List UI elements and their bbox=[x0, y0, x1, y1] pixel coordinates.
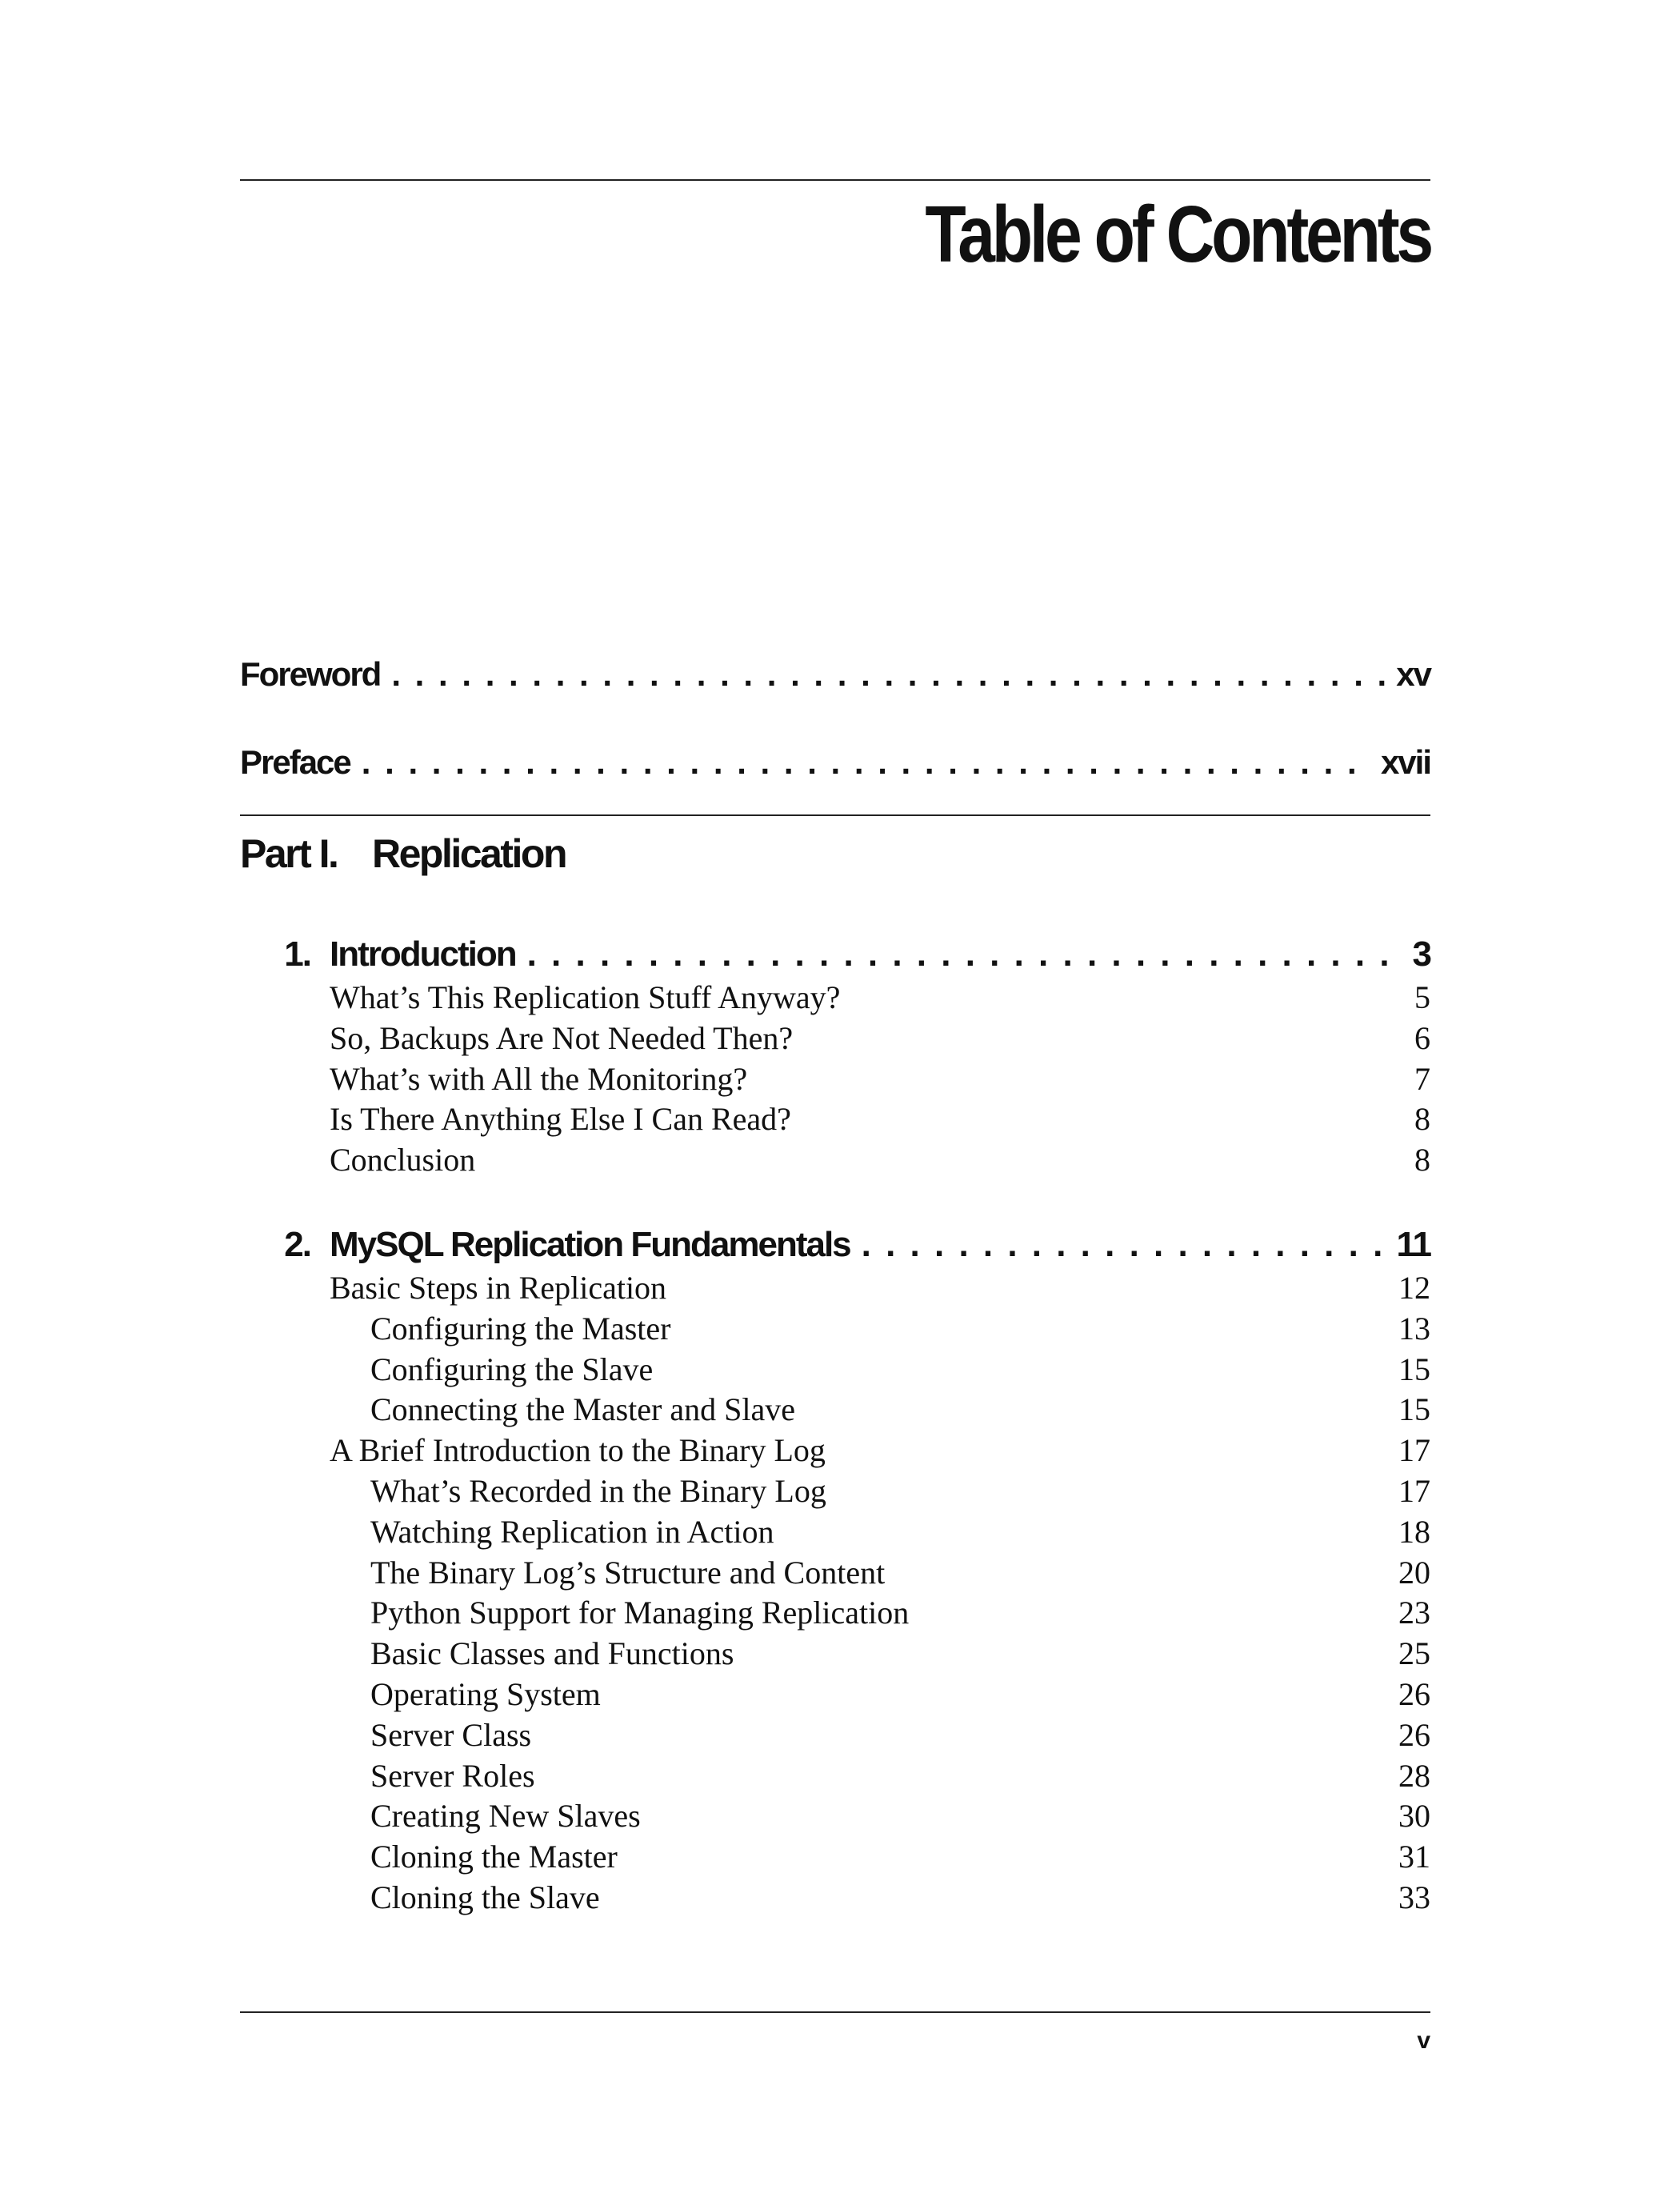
chapter-page: 3 bbox=[1412, 934, 1430, 974]
toc-section[interactable] bbox=[240, 978, 1430, 1018]
section-page: 17 bbox=[1398, 1432, 1430, 1469]
section-page: 26 bbox=[1398, 1716, 1430, 1753]
dot-leader bbox=[527, 934, 1402, 974]
dot-leader bbox=[391, 658, 1385, 691]
chapter-page: 11 bbox=[1396, 1225, 1430, 1264]
part-heading[interactable] bbox=[240, 832, 566, 876]
section-title: Server Roles bbox=[370, 1757, 535, 1794]
section-title: What’s Recorded in the Binary Log bbox=[370, 1472, 826, 1509]
toc-section[interactable] bbox=[240, 1099, 1430, 1140]
chapter-1 bbox=[240, 934, 1430, 1181]
section-title: Basic Steps in Replication bbox=[330, 1270, 667, 1306]
section-page: 15 bbox=[1398, 1391, 1430, 1428]
toc-subsection[interactable] bbox=[240, 1715, 1430, 1756]
toc-section[interactable] bbox=[240, 1268, 1430, 1309]
toc-section[interactable] bbox=[240, 1431, 1430, 1471]
toc-entry-foreword[interactable] bbox=[240, 655, 1430, 693]
section-title: Configuring the Slave bbox=[370, 1351, 654, 1387]
section-title: Server Class bbox=[370, 1716, 532, 1753]
section-title: Watching Replication in Action bbox=[370, 1513, 774, 1550]
page-number: v bbox=[1417, 2027, 1430, 2054]
top-rule bbox=[240, 179, 1430, 181]
section-title: What’s This Replication Stuff Anyway? bbox=[330, 979, 841, 1015]
section-page: 31 bbox=[1398, 1839, 1430, 1875]
entry-page: xvii bbox=[1380, 743, 1430, 781]
toc-subsection[interactable] bbox=[240, 1634, 1430, 1675]
entry-page: xv bbox=[1396, 655, 1430, 693]
section-title: Creating New Slaves bbox=[370, 1798, 641, 1835]
section-page: 5 bbox=[1414, 979, 1430, 1015]
section-title: Python Support for Managing Replication bbox=[370, 1595, 910, 1631]
toc-entry-preface[interactable] bbox=[240, 743, 1430, 781]
chapter-heading[interactable] bbox=[240, 934, 1430, 978]
part-title: Replication bbox=[372, 831, 566, 876]
section-page: 25 bbox=[1398, 1635, 1430, 1672]
toc-subsection[interactable] bbox=[240, 1471, 1430, 1512]
section-title: Connecting the Master and Slave bbox=[370, 1391, 795, 1428]
section-page: 12 bbox=[1398, 1270, 1430, 1306]
section-page: 6 bbox=[1414, 1019, 1430, 1056]
section-page: 8 bbox=[1414, 1142, 1430, 1179]
section-list bbox=[240, 978, 1430, 1181]
chapter-2 bbox=[240, 1225, 1430, 1919]
toc-section[interactable] bbox=[240, 1140, 1430, 1181]
section-title: Basic Classes and Functions bbox=[370, 1635, 734, 1672]
section-title: Conclusion bbox=[330, 1142, 476, 1179]
section-page: 8 bbox=[1414, 1101, 1430, 1138]
section-title: So, Backups Are Not Needed Then? bbox=[330, 1019, 794, 1056]
toc-subsection[interactable] bbox=[240, 1878, 1430, 1919]
toc-subsection[interactable] bbox=[240, 1675, 1430, 1715]
section-page: 20 bbox=[1398, 1554, 1430, 1591]
chapter-number: 1. bbox=[284, 934, 310, 974]
section-title: The Binary Log’s Structure and Content bbox=[370, 1554, 886, 1591]
section-page: 30 bbox=[1398, 1798, 1430, 1835]
section-title: Operating System bbox=[370, 1675, 601, 1712]
section-page: 33 bbox=[1398, 1879, 1430, 1915]
section-page: 18 bbox=[1398, 1513, 1430, 1550]
section-page: 23 bbox=[1398, 1595, 1430, 1631]
toc-subsection[interactable] bbox=[240, 1796, 1430, 1837]
dot-leader bbox=[362, 746, 1370, 779]
section-title: Is There Anything Else I Can Read? bbox=[330, 1101, 791, 1138]
section-title: Configuring the Master bbox=[370, 1310, 671, 1347]
chapter-title: MySQL Replication Fundamentals bbox=[330, 1225, 850, 1264]
section-page: 13 bbox=[1398, 1310, 1430, 1347]
page-title: Table of Contents bbox=[925, 190, 1430, 279]
section-page: 15 bbox=[1398, 1351, 1430, 1387]
chapter-heading[interactable] bbox=[240, 1225, 1430, 1268]
section-page: 26 bbox=[1398, 1675, 1430, 1712]
toc-subsection[interactable] bbox=[240, 1837, 1430, 1878]
chapter-number: 2. bbox=[284, 1225, 310, 1264]
section-page: 17 bbox=[1398, 1472, 1430, 1509]
toc-section[interactable] bbox=[240, 1059, 1430, 1100]
bottom-rule bbox=[240, 2011, 1430, 2013]
section-title: Cloning the Master bbox=[370, 1839, 618, 1875]
toc-subsection[interactable] bbox=[240, 1390, 1430, 1431]
chapter-title: Introduction bbox=[330, 934, 516, 974]
part-rule bbox=[240, 814, 1430, 816]
toc-subsection[interactable] bbox=[240, 1553, 1430, 1594]
dot-leader bbox=[862, 1225, 1386, 1265]
toc-subsection[interactable] bbox=[240, 1309, 1430, 1350]
section-title: What’s with All the Monitoring? bbox=[330, 1060, 748, 1097]
section-title: A Brief Introduction to the Binary Log bbox=[330, 1432, 826, 1469]
section-title: Cloning the Slave bbox=[370, 1879, 600, 1915]
section-page: 7 bbox=[1414, 1060, 1430, 1097]
part-label: Part I. bbox=[240, 831, 338, 876]
section-page: 28 bbox=[1398, 1757, 1430, 1794]
entry-title: Preface bbox=[240, 743, 350, 781]
toc-section[interactable] bbox=[240, 1018, 1430, 1059]
toc-subsection[interactable] bbox=[240, 1350, 1430, 1391]
section-list bbox=[240, 1268, 1430, 1919]
toc-subsection[interactable] bbox=[240, 1512, 1430, 1553]
toc-subsection[interactable] bbox=[240, 1593, 1430, 1634]
toc-subsection[interactable] bbox=[240, 1756, 1430, 1797]
entry-title: Foreword bbox=[240, 655, 381, 693]
